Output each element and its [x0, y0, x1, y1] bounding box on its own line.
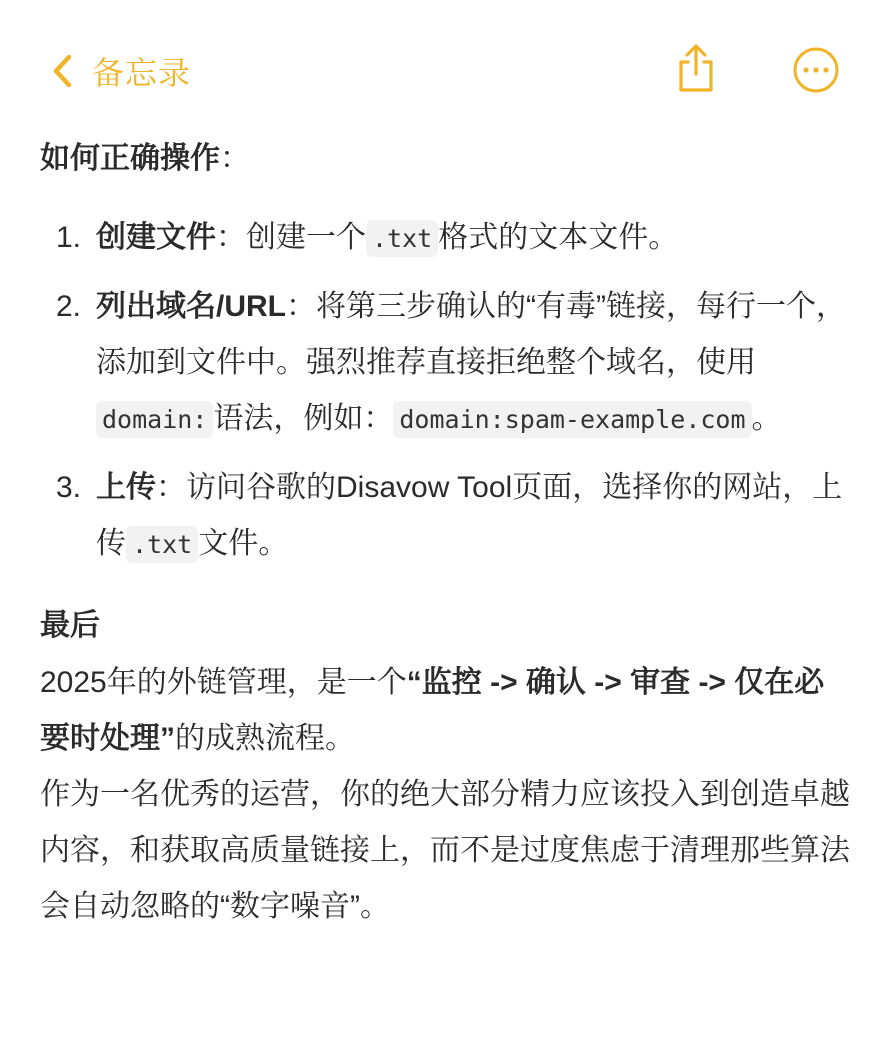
step-text: 文件。 — [198, 527, 289, 560]
inline-code: .txt — [126, 526, 198, 563]
step-text: 将第三步确认的“有毒”链接，每行一个，添加到文件中。强烈推荐直接拒绝整个域名，使用 — [96, 290, 846, 379]
steps-list — [40, 210, 850, 573]
summary-paragraph — [40, 655, 850, 767]
list-item-text — [96, 460, 850, 573]
inline-code: domain:spam-example.com — [393, 401, 751, 438]
list-item — [40, 210, 850, 267]
step-title: 上传 — [96, 471, 156, 504]
share-icon — [674, 81, 718, 98]
list-number: 3. — [56, 471, 82, 504]
more-button[interactable] — [792, 46, 840, 94]
navigation-bar — [0, 0, 880, 140]
section-heading — [40, 130, 850, 188]
step-colon: ： — [216, 221, 246, 254]
step-text: 格式的文本文件。 — [438, 221, 679, 254]
list-item-text — [96, 279, 850, 448]
inline-code: domain: — [96, 401, 213, 438]
list-item — [40, 460, 850, 573]
back-label: 备忘录 — [92, 55, 192, 91]
step-text: 语法，例如： — [213, 402, 394, 435]
list-number: 2. — [56, 290, 82, 323]
step-colon: ： — [156, 471, 186, 504]
step-text: 创建一个 — [246, 221, 366, 254]
note-body[interactable] — [40, 130, 850, 935]
list-number: 1. — [56, 221, 82, 254]
summary-text: 的成熟流程。 — [175, 722, 355, 755]
inline-code: .txt — [366, 220, 438, 257]
heading-text: 如何正确操作 — [40, 142, 220, 175]
step-text: 访问谷歌的Disavow Tool页面，选择你的网站，上传 — [96, 471, 843, 560]
closing-section — [40, 597, 850, 935]
summary-text: 2025年的外链管理，是一个 — [40, 666, 407, 699]
share-button[interactable] — [674, 42, 718, 94]
step-title: 列出域名/URL — [96, 290, 286, 323]
step-colon: ： — [286, 290, 316, 323]
list-item — [40, 279, 850, 448]
step-title: 创建文件 — [96, 221, 216, 254]
heading-colon: ： — [220, 142, 250, 175]
step-text: 。 — [751, 402, 782, 435]
chevron-left-icon — [50, 53, 74, 89]
summary-bold-text: “监控 -> 确认 -> 审查 -> 仅在必要时处理” — [40, 666, 825, 755]
list-item-text — [96, 210, 850, 267]
final-heading: 最后 — [40, 609, 100, 642]
back-button[interactable] — [50, 46, 191, 96]
ellipsis-circle-icon — [792, 81, 840, 98]
closing-paragraph: 作为一名优秀的运营，你的绝大部分精力应该投入到创造卓越内容，和获取高质量链接上，而不是过度焦虑于清理那些算法会自动忽略的“数字噪音”。 — [40, 778, 850, 923]
